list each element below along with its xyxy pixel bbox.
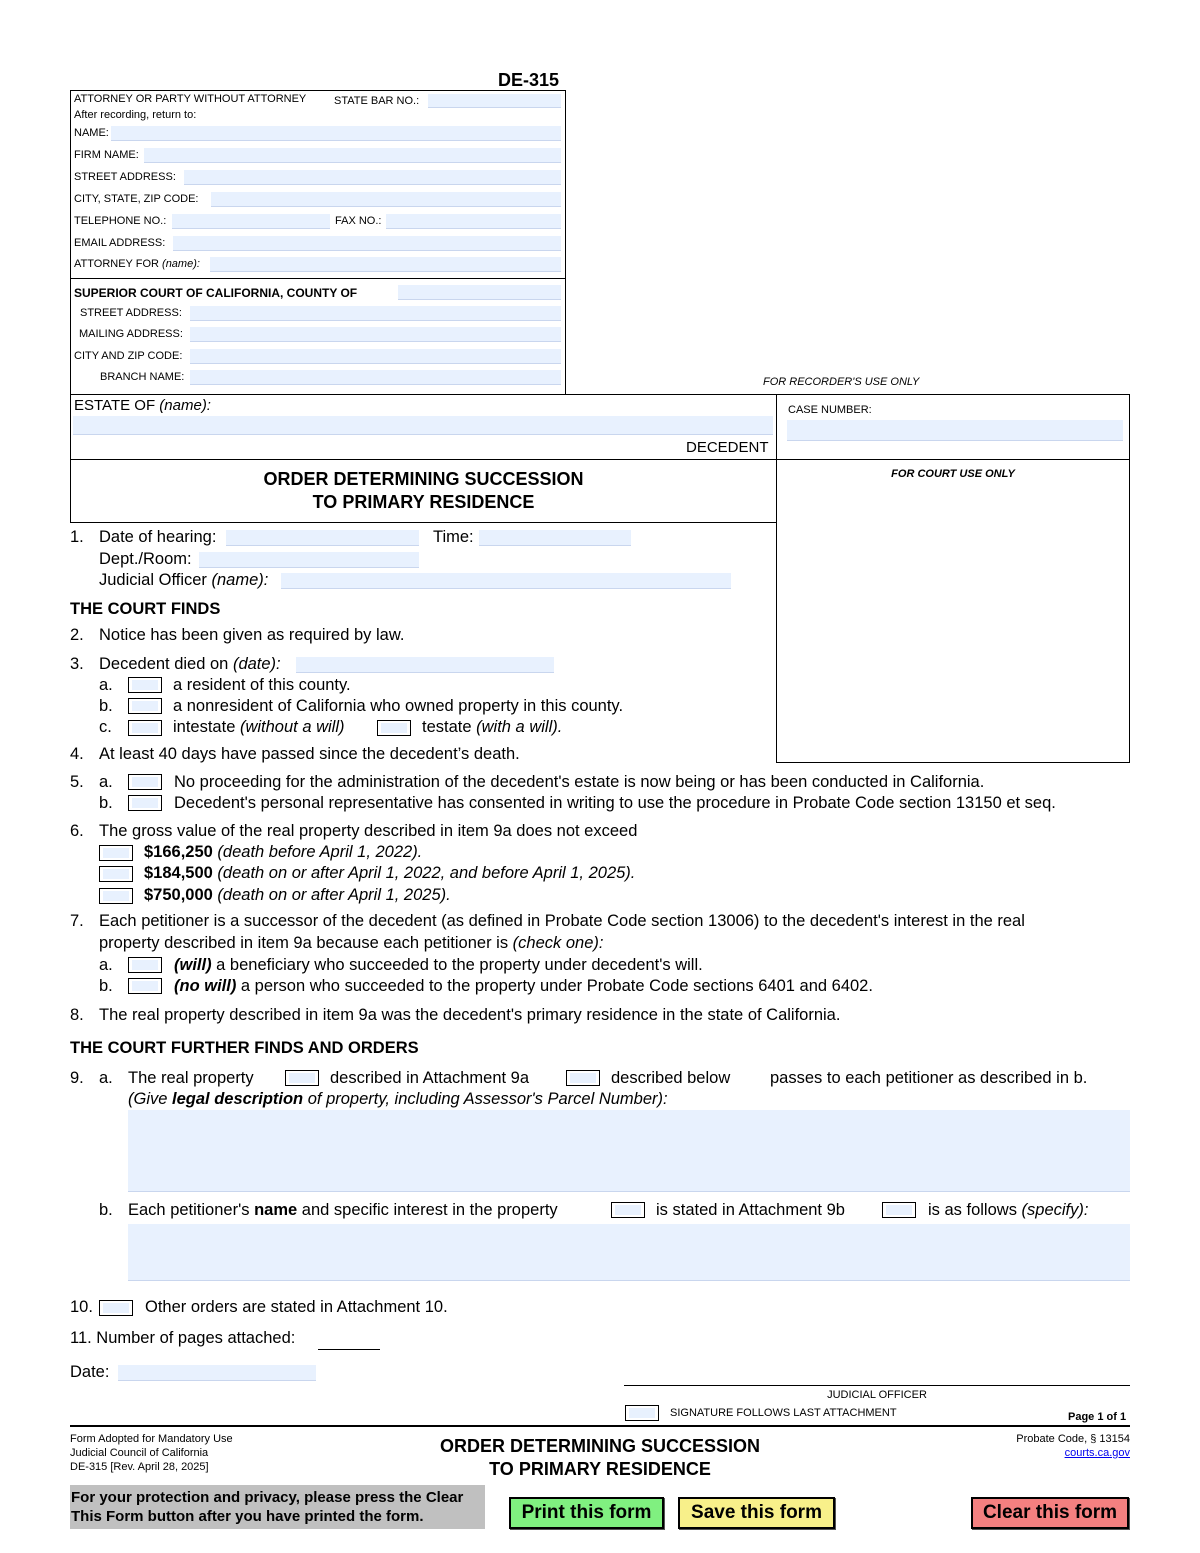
item-6-number: 6. <box>70 822 84 840</box>
legal-description-hint: (Give legal description of property, including Assessor's Parcel Number): <box>128 1090 668 1108</box>
item-9a-text: The real property <box>128 1069 254 1087</box>
firm-name-field[interactable] <box>144 148 561 163</box>
item-4-text: At least 40 days have passed since the decedent’s death. <box>99 745 520 763</box>
intestate-checkbox[interactable] <box>128 720 162 736</box>
footer-left <box>70 1432 233 1474</box>
attachment-10-checkbox[interactable] <box>99 1300 133 1316</box>
estate-label: ESTATE OF (name): <box>74 397 211 414</box>
attorney-street-field[interactable] <box>184 170 561 185</box>
case-number-label: CASE NUMBER: <box>788 404 872 416</box>
judicial-officer-field[interactable] <box>281 573 731 589</box>
attorney-city-field[interactable] <box>211 192 561 207</box>
footer-title-line-1: ORDER DETERMINING SUCCESSION <box>439 1436 761 1456</box>
print-form-button[interactable]: Print this form <box>509 1497 664 1529</box>
no-will-checkbox[interactable] <box>128 978 162 994</box>
item-3b-checkbox[interactable] <box>128 698 162 714</box>
signature-line <box>624 1385 1130 1386</box>
attorney-for-label: ATTORNEY FOR (name): <box>74 258 200 270</box>
email-field[interactable] <box>173 236 561 251</box>
state-bar-label: STATE BAR NO.: <box>334 95 420 107</box>
item-3-number: 3. <box>70 655 84 673</box>
item-5b-text: Decedent's personal representative has consented in writing to use the procedure in Probate Code section 13150 et seq. <box>174 794 1056 812</box>
date-field[interactable] <box>118 1365 316 1381</box>
state-bar-field[interactable] <box>428 94 561 108</box>
footer-revision: DE-315 [Rev. April 28, 2025] <box>70 1461 209 1473</box>
after-recording-label: After recording, return to: <box>74 109 197 121</box>
legal-description-field[interactable] <box>128 1110 1130 1192</box>
will-text: (will) a beneficiary who succeeded to the property under decedent's will. <box>174 956 703 974</box>
as-follows-checkbox[interactable] <box>882 1202 916 1218</box>
footer-title-line-2: TO PRIMARY RESIDENCE <box>489 1459 711 1479</box>
court-street-field[interactable] <box>190 306 561 321</box>
item-10-text: Other orders are stated in Attachment 10. <box>145 1298 448 1316</box>
branch-label: BRANCH NAME: <box>100 371 185 383</box>
item-9-number: 9. <box>70 1069 84 1087</box>
footer-adopted: Form Adopted for Mandatory Use <box>70 1433 233 1445</box>
footer-right <box>930 1432 1130 1460</box>
court-street-label: STREET ADDRESS: <box>80 307 182 319</box>
signature-follows-text: SIGNATURE FOLLOWS LAST ATTACHMENT <box>670 1407 897 1419</box>
email-label: EMAIL ADDRESS: <box>74 237 166 249</box>
item-7-line-2: property described in item 9a because each petitioner is (check one): <box>99 934 604 952</box>
court-city-field[interactable] <box>190 349 561 364</box>
item-2-number: 2. <box>70 626 84 644</box>
county-field[interactable] <box>398 285 561 300</box>
item-3a-text: a resident of this county. <box>173 676 351 694</box>
privacy-notice-line-2: This Form button after you have printed the form. <box>71 1508 424 1525</box>
fax-label: FAX NO.: <box>335 215 382 227</box>
attorney-name-label: NAME: <box>74 127 109 139</box>
attorney-header: ATTORNEY OR PARTY WITHOUT ATTORNEY <box>74 93 307 105</box>
branch-field[interactable] <box>190 370 561 385</box>
item-8-number: 8. <box>70 1006 84 1024</box>
item-3c-label: c. <box>99 718 112 736</box>
firm-name-label: FIRM NAME: <box>74 149 139 161</box>
footer-title <box>400 1435 800 1481</box>
further-finds-heading: THE COURT FURTHER FINDS AND ORDERS <box>70 1039 419 1057</box>
petitioner-interest-field[interactable] <box>128 1224 1130 1281</box>
described-below-checkbox[interactable] <box>566 1070 600 1086</box>
court-finds-heading: THE COURT FINDS <box>70 600 221 618</box>
as-follows-text: is as follows (specify): <box>928 1201 1089 1219</box>
case-number-field[interactable] <box>787 420 1123 441</box>
item-4-number: 4. <box>70 745 84 763</box>
value-184500-checkbox[interactable] <box>99 866 133 882</box>
item-7-line-1: Each petitioner is a successor of the decedent (as defined in Probate Code section 13006) to the decedent's interest in the real <box>99 912 1025 930</box>
time-field[interactable] <box>479 530 631 546</box>
item-6-text: The gross value of the real property described in item 9a does not exceed <box>99 822 638 840</box>
court-use-box <box>776 459 1130 763</box>
mailing-label: MAILING ADDRESS: <box>79 328 183 340</box>
value-184500-text: $184,500 (death on or after April 1, 2022, and before April 1, 2025). <box>144 864 636 882</box>
page-number: Page 1 of 1 <box>1068 1411 1127 1423</box>
judicial-officer-caption: JUDICIAL OFFICER <box>827 1389 927 1401</box>
no-will-text: (no will) a person who succeeded to the property under Probate Code sections 6401 and 6402. <box>174 977 873 995</box>
item-11-text: 11. Number of pages attached: <box>70 1329 296 1347</box>
attorney-street-label: STREET ADDRESS: <box>74 171 176 183</box>
mailing-field[interactable] <box>190 327 561 342</box>
attorney-name-field[interactable] <box>111 126 561 141</box>
item-5-number: 5. <box>70 773 84 791</box>
item-3a-checkbox[interactable] <box>128 677 162 693</box>
date-label: Date: <box>70 1363 110 1381</box>
judicial-officer-label: Judicial Officer (name): <box>99 571 269 589</box>
privacy-notice <box>70 1485 485 1529</box>
item-3b-label: b. <box>99 697 113 715</box>
will-checkbox[interactable] <box>128 957 162 973</box>
dept-field[interactable] <box>199 552 419 568</box>
privacy-notice-line-1: For your protection and privacy, please press the Clear <box>71 1489 464 1506</box>
item-7a-label: a. <box>99 956 113 974</box>
estate-name-field[interactable] <box>73 416 773 435</box>
item-3-text: Decedent died on (date): <box>99 655 281 673</box>
court-city-label: CITY AND ZIP CODE: <box>74 350 183 362</box>
testate-checkbox[interactable] <box>377 720 411 736</box>
item-7b-label: b. <box>99 977 113 995</box>
item-9a-label: a. <box>99 1069 113 1087</box>
item-10-number: 10. <box>70 1298 93 1316</box>
value-166250-checkbox[interactable] <box>99 845 133 861</box>
item-9b-text: Each petitioner's name and specific interest in the property <box>128 1201 558 1219</box>
item-5b-checkbox[interactable] <box>128 795 162 811</box>
item-5b-label: b. <box>99 794 113 812</box>
hearing-date-label: Date of hearing: <box>99 528 217 546</box>
described-below-text: described below <box>611 1069 731 1087</box>
item-2-text: Notice has been given as required by law. <box>99 626 405 644</box>
time-label: Time: <box>433 528 474 546</box>
form-title <box>70 468 777 514</box>
fax-field[interactable] <box>386 214 561 229</box>
item-3a-label: a. <box>99 676 113 694</box>
title-line-2: TO PRIMARY RESIDENCE <box>312 492 535 512</box>
court-header: SUPERIOR COURT OF CALIFORNIA, COUNTY OF <box>74 286 358 300</box>
attorney-for-field[interactable] <box>210 257 561 272</box>
clear-form-button[interactable]: Clear this form <box>971 1497 1129 1529</box>
decedent-label: DECEDENT <box>686 439 769 456</box>
item-5a-label: a. <box>99 773 113 791</box>
footer-council: Judicial Council of California <box>70 1447 209 1459</box>
footer-rule <box>70 1425 1130 1427</box>
item-7-number: 7. <box>70 912 84 930</box>
attachment-9b-checkbox[interactable] <box>611 1202 645 1218</box>
item-5a-checkbox[interactable] <box>128 774 162 790</box>
value-750000-text: $750,000 (death on or after April 1, 2025). <box>144 886 451 904</box>
court-use-label: FOR COURT USE ONLY <box>891 468 1015 480</box>
divider <box>70 278 566 279</box>
form-number: DE-315 <box>498 70 560 90</box>
value-166250-text: $166,250 (death before April 1, 2022). <box>144 843 423 861</box>
telephone-field[interactable] <box>172 214 330 229</box>
attachment-9b-text: is stated in Attachment 9b <box>656 1201 845 1219</box>
item-1-number: 1. <box>70 528 84 546</box>
attachment-9a-text: described in Attachment 9a <box>330 1069 530 1087</box>
attorney-city-label: CITY, STATE, ZIP CODE: <box>74 193 199 205</box>
testate-text: testate (with a will). <box>422 718 563 736</box>
telephone-label: TELEPHONE NO.: <box>74 215 167 227</box>
probate-code-citation: Probate Code, § 13154 <box>1016 1433 1130 1445</box>
dept-label: Dept./Room: <box>99 550 192 568</box>
courts-link[interactable]: courts.ca.gov <box>1064 1447 1130 1459</box>
signature-follows-checkbox[interactable] <box>625 1405 659 1421</box>
item-5a-text: No proceeding for the administration of the decedent's estate is now being or has been conducted in California. <box>174 773 985 791</box>
attachment-9a-checkbox[interactable] <box>285 1070 319 1086</box>
save-form-button[interactable]: Save this form <box>678 1497 835 1529</box>
item-3b-text: a nonresident of California who owned property in this county. <box>173 697 624 715</box>
item-9b-label: b. <box>99 1201 113 1219</box>
death-date-field[interactable] <box>296 657 554 673</box>
title-line-1: ORDER DETERMINING SUCCESSION <box>263 469 584 489</box>
hearing-date-field[interactable] <box>226 530 419 546</box>
recorder-use-label: FOR RECORDER'S USE ONLY <box>763 376 920 388</box>
intestate-text: intestate (without a will) <box>173 718 345 736</box>
pages-attached-field[interactable] <box>318 1334 380 1350</box>
item-8-text: The real property described in item 9a was the decedent's primary residence in the state of California. <box>99 1006 841 1024</box>
value-750000-checkbox[interactable] <box>99 888 133 904</box>
passes-text: passes to each petitioner as described in b. <box>770 1069 1088 1087</box>
